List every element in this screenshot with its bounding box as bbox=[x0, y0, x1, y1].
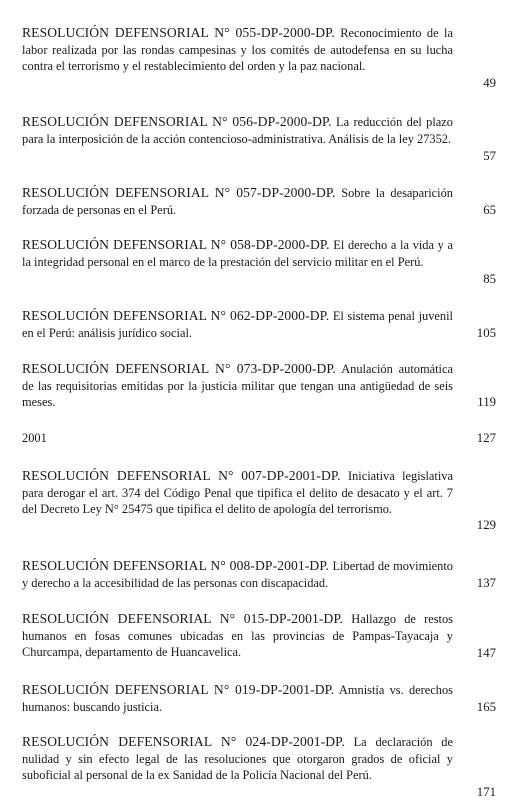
resolution-number: RESOLUCIÓN DEFENSORIAL N° 057-DP-2000-DP. bbox=[22, 185, 336, 200]
page-number: 119 bbox=[477, 395, 496, 409]
resolution-title: La declaración de nulidad y sin efecto legal de las resoluciones que otorgaron grados de oficial y suboficial al personal de la ex Sanidad de la Policía Nacional del Perú. bbox=[22, 735, 453, 783]
page-number: 129 bbox=[476, 518, 496, 532]
toc-entry-text bbox=[22, 237, 453, 270]
resolution-title: Hallazgo de restos humanos en fosas comunes ubicadas en las provincias de Pampas-Tayacaja y Churcampa, departamento de Huancavelica. bbox=[22, 612, 453, 660]
resolution-number: RESOLUCIÓN DEFENSORIAL N° 008-DP-2001-DP. bbox=[22, 558, 329, 573]
page-number: 57 bbox=[483, 149, 496, 163]
page-number: 49 bbox=[483, 76, 496, 90]
toc-entry-text bbox=[22, 114, 453, 147]
resolution-number: RESOLUCIÓN DEFENSORIAL N° 062-DP-2000-DP. bbox=[22, 308, 330, 323]
resolution-title: Iniciativa legislativa para derogar el art. 374 del Código Penal que tipifica el delito de desacato y el art. 7 del Decreto Ley N° 25475 que tipifica el delito de apología del terrorismo. bbox=[22, 469, 453, 517]
resolution-number: RESOLUCIÓN DEFENSORIAL N° 007-DP-2001-DP. bbox=[22, 468, 341, 483]
toc-entry-text bbox=[22, 734, 453, 784]
resolution-number: RESOLUCIÓN DEFENSORIAL N° 024-DP-2001-DP. bbox=[22, 734, 345, 749]
page-number: 147 bbox=[476, 646, 496, 660]
page-number: 105 bbox=[476, 326, 496, 340]
resolution-title: Sobre la desaparición forzada de personas en el Perú. bbox=[22, 186, 453, 217]
resolution-title: El derecho a la vida y a la integridad personal en el marco de la prestación del servicio militar en el Perú. bbox=[22, 238, 454, 269]
page-number: 127 bbox=[476, 431, 496, 445]
resolution-number: RESOLUCIÓN DEFENSORIAL N° 073-DP-2000-DP. bbox=[22, 361, 337, 376]
resolution-title: Amnistía vs. derechos humanos: buscando justicia. bbox=[22, 683, 453, 714]
year-label: 2001 bbox=[22, 431, 47, 445]
resolution-number: RESOLUCIÓN DEFENSORIAL N° 055-DP-2000-DP. bbox=[22, 25, 335, 40]
year-heading bbox=[22, 430, 453, 447]
resolution-title: Anulación automática de las requisitorias emitidas por la justicia militar que tengan una antigüedad de seis meses. bbox=[22, 362, 453, 410]
toc-entry-text bbox=[22, 361, 453, 411]
resolution-title: El sistema penal juvenil en el Perú: análisis jurídico social. bbox=[22, 309, 453, 340]
toc-entry-text bbox=[22, 185, 453, 218]
page-number: 171 bbox=[476, 785, 496, 799]
toc-entry-text bbox=[22, 25, 453, 75]
resolution-title: Reconocimiento de la labor realizada por las rondas campesinas y los comités de autodefensa en su lucha contra el terrorismo y el restablecimiento del orden y la paz nacional. bbox=[22, 26, 453, 74]
resolution-number: RESOLUCIÓN DEFENSORIAL N° 056-DP-2000-DP. bbox=[22, 114, 332, 129]
page-number: 137 bbox=[476, 576, 496, 590]
page-number: 165 bbox=[476, 700, 496, 714]
page-number: 65 bbox=[483, 203, 496, 217]
resolution-title: Libertad de movimiento y derecho a la accesibilidad de las personas con discapacidad. bbox=[22, 559, 453, 590]
resolution-number: RESOLUCIÓN DEFENSORIAL N° 019-DP-2001-DP. bbox=[22, 682, 335, 697]
resolution-title: La reducción del plazo para la interposición de la acción contencioso-administrativa. Análisis de la ley 27352. bbox=[22, 115, 453, 146]
toc-entry-text bbox=[22, 682, 453, 715]
toc-entry-text bbox=[22, 308, 453, 341]
resolution-number: RESOLUCIÓN DEFENSORIAL N° 058-DP-2000-DP. bbox=[22, 237, 330, 252]
toc-entry-text bbox=[22, 611, 453, 661]
resolution-number: RESOLUCIÓN DEFENSORIAL N° 015-DP-2001-DP. bbox=[22, 611, 344, 626]
toc-entry-text bbox=[22, 468, 453, 518]
toc-entry-text bbox=[22, 558, 453, 591]
page-number: 85 bbox=[483, 272, 496, 286]
